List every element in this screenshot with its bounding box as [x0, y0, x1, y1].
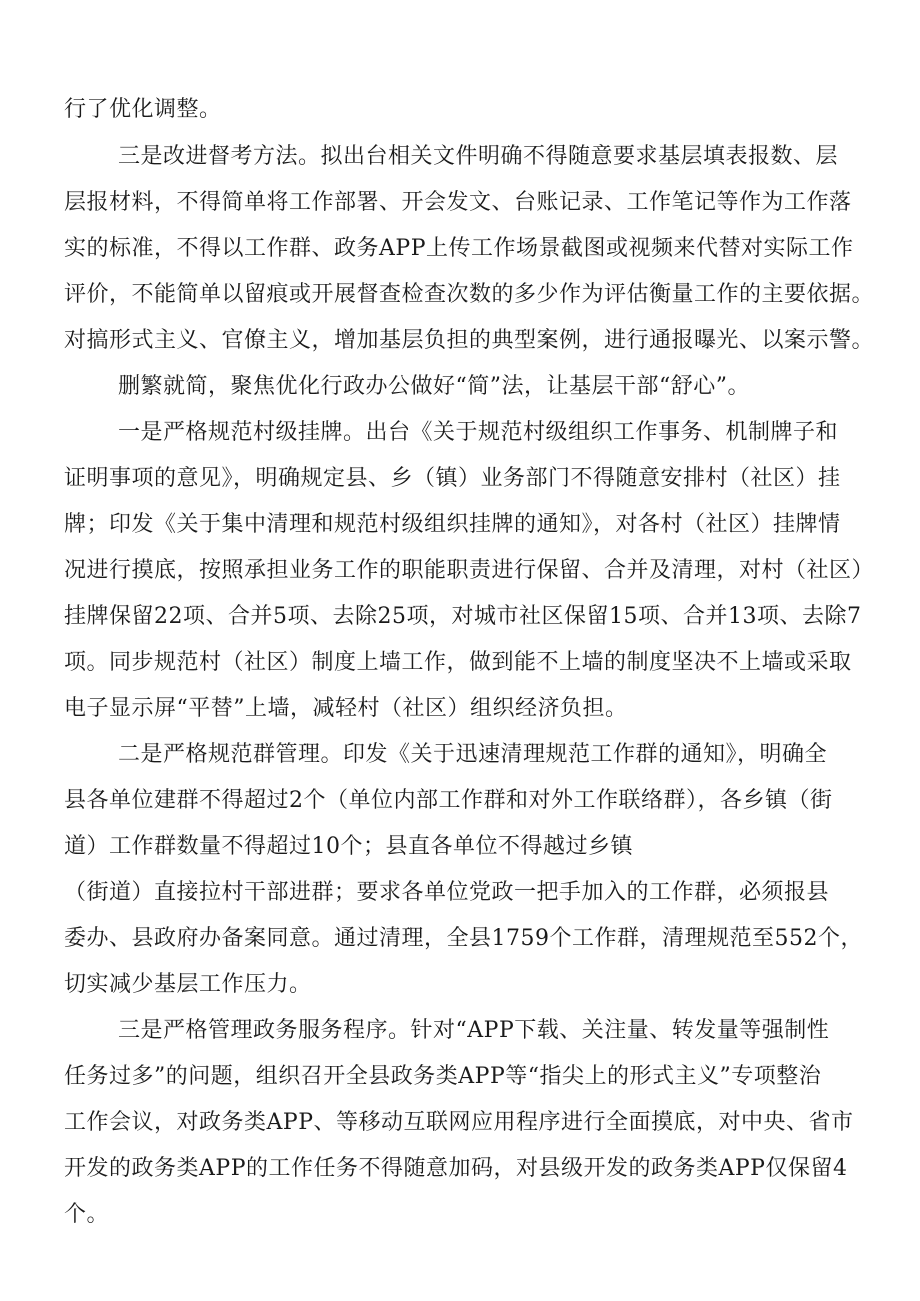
text-line: 委办、县政府办备案同意。通过清理，全县1759个工作群，清理规范至552个， — [64, 926, 863, 951]
text-line: 项。同步规范村（社区）制度上墙工作，做到能不上墙的制度坚决不上墙或采取 — [64, 650, 852, 675]
text-line: 工作会议，对政务类APP、等移动互联网应用程序进行全面摸底，对中央、省市 — [64, 1110, 854, 1135]
text-line: 二是严格规范群管理。印发《关于迅速清理规范工作群的通知》，明确全 — [118, 742, 828, 767]
text-line: 评价，不能简单以留痕或开展督查检查次数的多少作为评估衡量工作的主要依据。 — [64, 282, 875, 307]
text-line: 牌；印发《关于集中清理和规范村级组织挂牌的通知》，对各村（社区）挂牌情 — [64, 512, 841, 537]
text-line: 证明事项的意见》，明确规定县、乡（镇）业务部门不得随意安排村（社区）挂 — [64, 466, 841, 491]
text-line: （街道）直接拉村干部进群；要求各单位党政一把手加入的工作群，必须报县 — [64, 880, 830, 905]
text-line: 个。 — [64, 1202, 110, 1227]
text-line: 县各单位建群不得超过2个（单位内部工作群和对外工作联络群），各乡镇（街 — [64, 788, 833, 813]
text-line: 电子显示屏“平替”上墙，减轻村（社区）组织经济负担。 — [64, 696, 628, 721]
text-line: 切实减少基层工作压力。 — [64, 972, 312, 997]
text-line: 任务过多”的问题，组织召开全县政务类APP等“指尖上的形式主义”专项整治 — [64, 1064, 822, 1089]
text-line: 一是严格规范村级挂牌。出台《关于规范村级组织工作事务、机制牌子和 — [118, 420, 839, 445]
text-line: 况进行摸底，按照承担业务工作的职能职责进行保留、合并及清理，对村（社区） — [64, 558, 875, 583]
text-line: 对搞形式主义、官僚主义，增加基层负担的典型案例，进行通报曝光、以案示警。 — [64, 328, 875, 353]
text-line: 道）工作群数量不得超过10个；县直各单位不得越过乡镇 — [64, 834, 633, 859]
text-line: 三是严格管理政务服务程序。针对“APP下载、关注量、转发量等强制性 — [118, 1018, 830, 1043]
text-line: 开发的政务类APP的工作任务不得随意加码，对县级开发的政务类APP仅保留4 — [64, 1156, 848, 1181]
text-line: 实的标准，不得以工作群、政务APP上传工作场景截图或视频来代替对实际工作 — [64, 236, 854, 261]
text-line: 删繁就简，聚焦优化行政办公做好“简”法，让基层干部“舒心”。 — [118, 374, 750, 399]
text-line: 行了优化调整。 — [64, 97, 222, 122]
text-line: 层报材料，不得简单将工作部署、开会发文、台账记录、工作笔记等作为工作落 — [64, 190, 852, 215]
text-line: 挂牌保留22项、合并5项、去除25项，对城市社区保留15项、合并13项、去除7 — [64, 604, 862, 629]
text-line: 三是改进督考方法。拟出台相关文件明确不得随意要求基层填表报数、层 — [118, 144, 839, 169]
